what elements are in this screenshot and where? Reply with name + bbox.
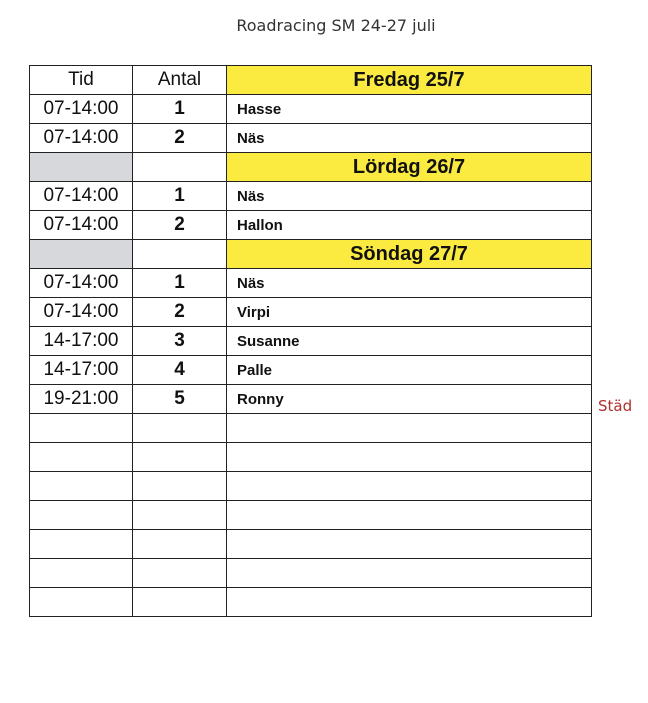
table-row — [30, 385, 592, 414]
time-cell: 07-14:00 — [30, 182, 133, 211]
day-separator-row — [30, 240, 592, 269]
blank-cell — [227, 530, 592, 559]
empty-row — [30, 472, 592, 501]
table-row — [30, 182, 592, 211]
count-cell: 1 — [133, 269, 227, 298]
side-note: Städ — [598, 397, 633, 415]
table-row — [30, 95, 592, 124]
blank-cell — [227, 414, 592, 443]
name-cell: Palle — [227, 356, 592, 385]
header-tid: Tid — [30, 66, 133, 95]
empty-row — [30, 559, 592, 588]
count-cell: 2 — [133, 298, 227, 327]
blank-cell — [133, 153, 227, 182]
count-cell: 4 — [133, 356, 227, 385]
time-cell: 14-17:00 — [30, 327, 133, 356]
blank-cell — [133, 588, 227, 617]
page-title: Roadracing SM 24-27 juli — [236, 16, 436, 35]
name-cell: Hasse — [227, 95, 592, 124]
blank-cell — [30, 414, 133, 443]
name-cell: Näs — [227, 269, 592, 298]
table-row — [30, 124, 592, 153]
blank-cell — [227, 501, 592, 530]
count-cell: 1 — [133, 95, 227, 124]
blank-cell — [133, 501, 227, 530]
blank-cell — [133, 530, 227, 559]
day-header-lordag: Lördag 26/7 — [227, 153, 592, 182]
blank-cell — [133, 559, 227, 588]
header-row — [30, 66, 592, 95]
header-antal: Antal — [133, 66, 227, 95]
name-cell: Näs — [227, 182, 592, 211]
name-cell: Ronny — [227, 385, 592, 414]
table-row — [30, 269, 592, 298]
name-cell: Näs — [227, 124, 592, 153]
blank-cell — [30, 472, 133, 501]
empty-row — [30, 530, 592, 559]
time-cell: 07-14:00 — [30, 298, 133, 327]
day-header-fredag: Fredag 25/7 — [227, 66, 592, 95]
blank-cell — [30, 530, 133, 559]
name-cell: Hallon — [227, 211, 592, 240]
time-cell: 07-14:00 — [30, 269, 133, 298]
count-cell: 2 — [133, 124, 227, 153]
blank-cell — [227, 472, 592, 501]
table-row — [30, 356, 592, 385]
blank-cell — [30, 240, 133, 269]
schedule-table — [29, 65, 592, 617]
day-header-sondag: Söndag 27/7 — [227, 240, 592, 269]
count-cell: 2 — [133, 211, 227, 240]
blank-cell — [30, 559, 133, 588]
count-cell: 3 — [133, 327, 227, 356]
blank-cell — [133, 472, 227, 501]
table-row — [30, 211, 592, 240]
time-cell: 07-14:00 — [30, 211, 133, 240]
blank-cell — [30, 153, 133, 182]
blank-cell — [227, 588, 592, 617]
blank-cell — [30, 443, 133, 472]
empty-row — [30, 588, 592, 617]
blank-cell — [227, 559, 592, 588]
blank-cell — [133, 443, 227, 472]
time-cell: 07-14:00 — [30, 124, 133, 153]
time-cell: 14-17:00 — [30, 356, 133, 385]
blank-cell — [227, 443, 592, 472]
name-cell: Susanne — [227, 327, 592, 356]
blank-cell — [133, 414, 227, 443]
empty-row — [30, 414, 592, 443]
blank-cell — [30, 501, 133, 530]
table-row — [30, 298, 592, 327]
day-separator-row — [30, 153, 592, 182]
table-row — [30, 327, 592, 356]
count-cell: 5 — [133, 385, 227, 414]
count-cell: 1 — [133, 182, 227, 211]
empty-row — [30, 501, 592, 530]
blank-cell — [30, 588, 133, 617]
time-cell: 07-14:00 — [30, 95, 133, 124]
time-cell: 19-21:00 — [30, 385, 133, 414]
name-cell: Virpi — [227, 298, 592, 327]
empty-row — [30, 443, 592, 472]
blank-cell — [133, 240, 227, 269]
